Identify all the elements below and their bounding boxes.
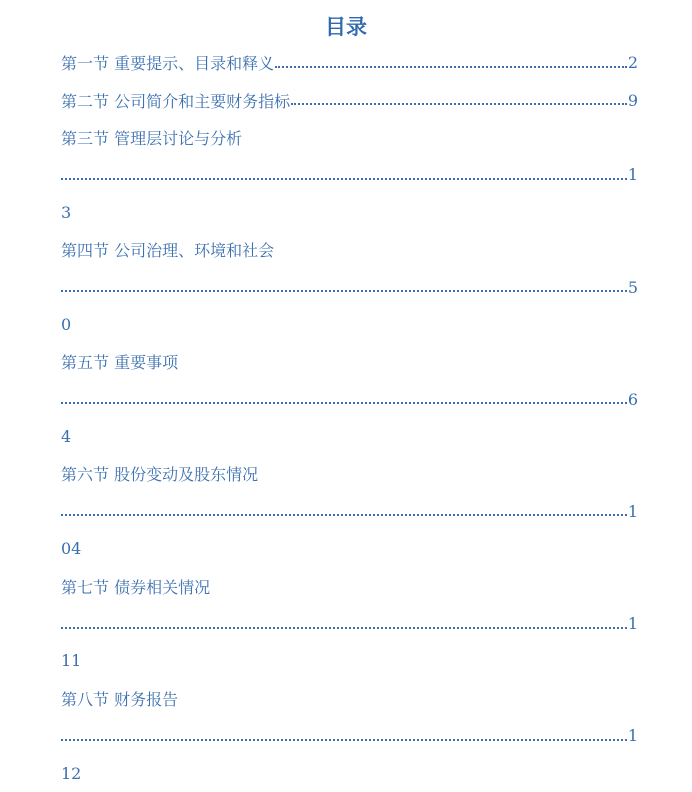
toc-title: 目录 [325, 15, 367, 39]
toc-entry-4[interactable] [61, 231, 638, 343]
toc-entry-label: 第六节 股份变动及股东情况 [61, 465, 259, 485]
toc-entry-page: 1 [627, 501, 638, 521]
toc-entry-page: 2 [627, 53, 638, 73]
dot-leader [61, 162, 627, 180]
toc-entry-page-continued-line [61, 530, 638, 567]
dot-leader [61, 611, 627, 629]
toc-entry-label-line [61, 119, 638, 156]
toc-entry-2[interactable] [61, 81, 638, 118]
toc-entry-page: 6 [627, 389, 638, 409]
toc-entry-page: 1 [627, 614, 638, 634]
toc-entry-leader-line [61, 268, 638, 305]
toc-entry-page-continued-line [61, 418, 638, 455]
toc-entry-label-line [61, 343, 638, 380]
toc-entry-1[interactable] [61, 44, 638, 81]
toc-entry-label: 第八节 财务报告 [61, 689, 179, 709]
toc-entry-page-continued: 12 [61, 763, 82, 783]
dot-leader [61, 386, 627, 404]
toc-entry-label-line [61, 680, 638, 717]
toc-entry-5[interactable] [61, 343, 638, 455]
toc-entry-leader-line [61, 381, 638, 418]
toc-entry-page: 5 [627, 277, 638, 297]
toc-entry-page: 1 [627, 726, 638, 746]
table-of-contents [61, 44, 638, 792]
toc-entry-page-continued-line [61, 642, 638, 679]
toc-entry-page-continued-line [61, 754, 638, 791]
toc-entry-page-continued: 3 [61, 202, 72, 222]
toc-entry-3[interactable] [61, 119, 638, 231]
dot-leader [291, 87, 627, 105]
toc-entry-page-continued-line [61, 194, 638, 231]
toc-entry-label: 第五节 重要事项 [61, 353, 179, 373]
toc-entry-page-continued: 11 [61, 651, 82, 671]
toc-entry-label: 第三节 管理层讨论与分析 [61, 128, 243, 148]
dot-leader [61, 498, 627, 516]
toc-entry-leader-line [61, 156, 638, 193]
toc-entry-leader-line [61, 717, 638, 754]
toc-entry-page: 9 [627, 90, 638, 110]
toc-entry-label: 第四节 公司治理、环境和社会 [61, 241, 275, 261]
toc-entry-leader-line [61, 493, 638, 530]
toc-entry-label: 第七节 债券相关情况 [61, 577, 211, 597]
toc-entry-8[interactable] [61, 680, 638, 792]
dot-leader [275, 50, 627, 68]
dot-leader [61, 723, 627, 741]
toc-entry-page-continued-line [61, 306, 638, 343]
toc-entry-page-continued: 04 [61, 539, 82, 559]
toc-entry-7[interactable] [61, 567, 638, 679]
dot-leader [61, 274, 627, 292]
toc-entry-label: 第一节 重要提示、目录和释义 [61, 54, 275, 74]
toc-entry-label-line [61, 231, 638, 268]
toc-entry-label-line [61, 567, 638, 604]
toc-entry-leader-line [61, 605, 638, 642]
toc-entry-label: 第二节 公司简介和主要财务指标 [61, 91, 291, 111]
toc-entry-page-continued: 0 [61, 314, 72, 334]
toc-entry-label-line [61, 455, 638, 492]
toc-entry-page-continued: 4 [61, 427, 72, 447]
toc-entry-6[interactable] [61, 455, 638, 567]
toc-entry-page: 1 [627, 165, 638, 185]
